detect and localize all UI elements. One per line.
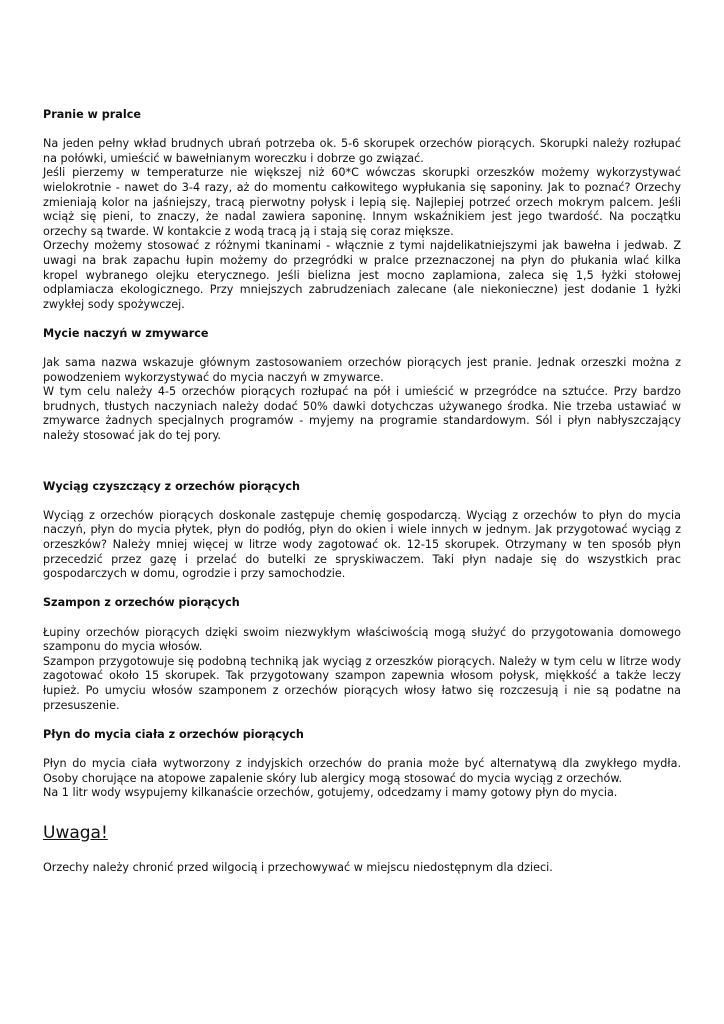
paragraph: Jeśli pierzemy w temperaturze nie większej niż 60*C wówczas skorupki orzeszków możemy wykorzystywać wielokrotnie - nawet do 3-4 razy, aż do momentu całkowitego wypłukania się saponiny. Jak to poznać? Orzechy zmieniają kolor na jaśniejszy, tracą pierwotny połysk i lepią się. Najlepiej potrzeć orzech mokrym palcem. Jeśli wciąż się pieni, to znaczy, że nadal zawiera saponinę. Innym wskaźnikiem jest jego twardość. Na początku orzechy są twarde. W kontakcie z wodą tracą ją i stają się coraz miększe. xyxy=(43,166,681,238)
paragraph: Orzechy możemy stosować z różnymi tkaninami - włącznie z tymi najdelikatniejszymi jak bawełna i jedwab. Z uwagi na brak zapachu łupin możemy do przegródki w pralce przeznaczonej na płyn do płukania wlać kilka kropel wybranego olejku eterycznego. Jeśli bielizna jest mocno zaplamiona, zaleca się 1,5 łyżki stołowej odplamiacza ekologicznego. Przy mniejszych zabrudzeniach zalecane (ale niekonieczne) jest dodanie 1 łyżki zwykłej sody spożywczej. xyxy=(43,239,681,311)
document-page xyxy=(43,108,681,875)
section-heading: Szampon z orzechów piorących xyxy=(43,596,240,610)
paragraph: W tym celu należy 4-5 orzechów piorących rozłupać na pół i umieścić w przegródce na sztućce. Przy bardzo brudnych, tłustych naczyniach należy dodać 50% dawki dotychczas używanego środka. Nie trzeba ustawiać w zmywarce żadnych specjalnych programów - myjemy na programie standardowym. Sól i płyn nabłyszczający należy stosować jak do tej pory. xyxy=(43,385,681,443)
section-heading: Pranie w pralce xyxy=(43,108,141,121)
paragraph: Łupiny orzechów piorących dzięki swoim niezwykłym właściwością mogą służyć do przygotowania domowego szamponu do mycia włosów. xyxy=(43,625,681,654)
section-uwaga xyxy=(43,823,681,876)
section-plyn xyxy=(43,728,681,801)
section-heading: Mycie naczyń w zmywarce xyxy=(43,326,209,340)
paragraph: Jak sama nazwa wskazuje głównym zastosowaniem orzechów piorących jest pranie. Jednak orzeszki można z powodzeniem wykorzystywać do mycia naczyń w zmywarce. xyxy=(43,356,681,384)
section-zmywarka xyxy=(43,327,681,444)
paragraph: Orzechy należy chronić przed wilgocią i przechowywać w miejscu niedostępnym dla dzieci. xyxy=(43,860,553,874)
section-heading: Płyn do mycia ciała z orzechów piorących xyxy=(43,727,304,741)
paragraph: Na 1 litr wody wsypujemy kilkanaście orzechów, gotujemy, odcedzamy i mamy gotowy płyn do mycia. xyxy=(43,786,618,800)
paragraph: Wyciąg z orzechów piorących doskonale zastępuje chemię gospodarczą. Wyciąg z orzechów to płyn do mycia naczyń, płyn do mycia płytek, płyn do podłóg, płyn do okien i wiele innych w jednym. Jak przygotować wyciąg z orzeszków? Należy mniej więcej w litrze wody zagotować ok. 12-15 skorupek. Otrzymany w ten sposób płyn przecedzić przez gazę i przelać do butelki ze spryskiwaczem. Taki płyn nadaje się do wszystkich prac gospodarczych w domu, ogrodzie i przy samochodzie. xyxy=(43,508,681,581)
paragraph: Na jeden pełny wkład brudnych ubrań potrzeba ok. 5-6 skorupek orzechów piorących. Skorupki należy rozłupać na połówki, umieścić w bawełnianym woreczku i dobrze go związać. xyxy=(43,137,681,165)
paragraph: Płyn do mycia ciała wytworzony z indyjskich orzechów do prania może być alternatywą dla zwykłego mydła. Osoby chorujące na atopowe zapalenie skóry lub alergicy mogą stosować do mycia wyciąg z orzechów. xyxy=(43,756,681,785)
section-pranie xyxy=(43,108,681,312)
section-heading: Wyciąg czyszczący z orzechów piorących xyxy=(43,479,301,493)
paragraph: Szampon przygotowuje się podobną techniką jak wyciąg z orzeszków piorących. Należy w tym celu w litrze wody zagotować około 15 skorupek. Tak przygotowany szampon zapewnia włosom połysk, miękkość a także leczy łupież. Po umyciu włosów szamponem z orzechów piorących włosy łatwo się rozczesują i nie są podatne na przesuszenie. xyxy=(43,654,681,712)
warning-heading: Uwaga! xyxy=(43,822,108,843)
section-szampon xyxy=(43,596,681,713)
section-wyciag xyxy=(43,480,681,582)
